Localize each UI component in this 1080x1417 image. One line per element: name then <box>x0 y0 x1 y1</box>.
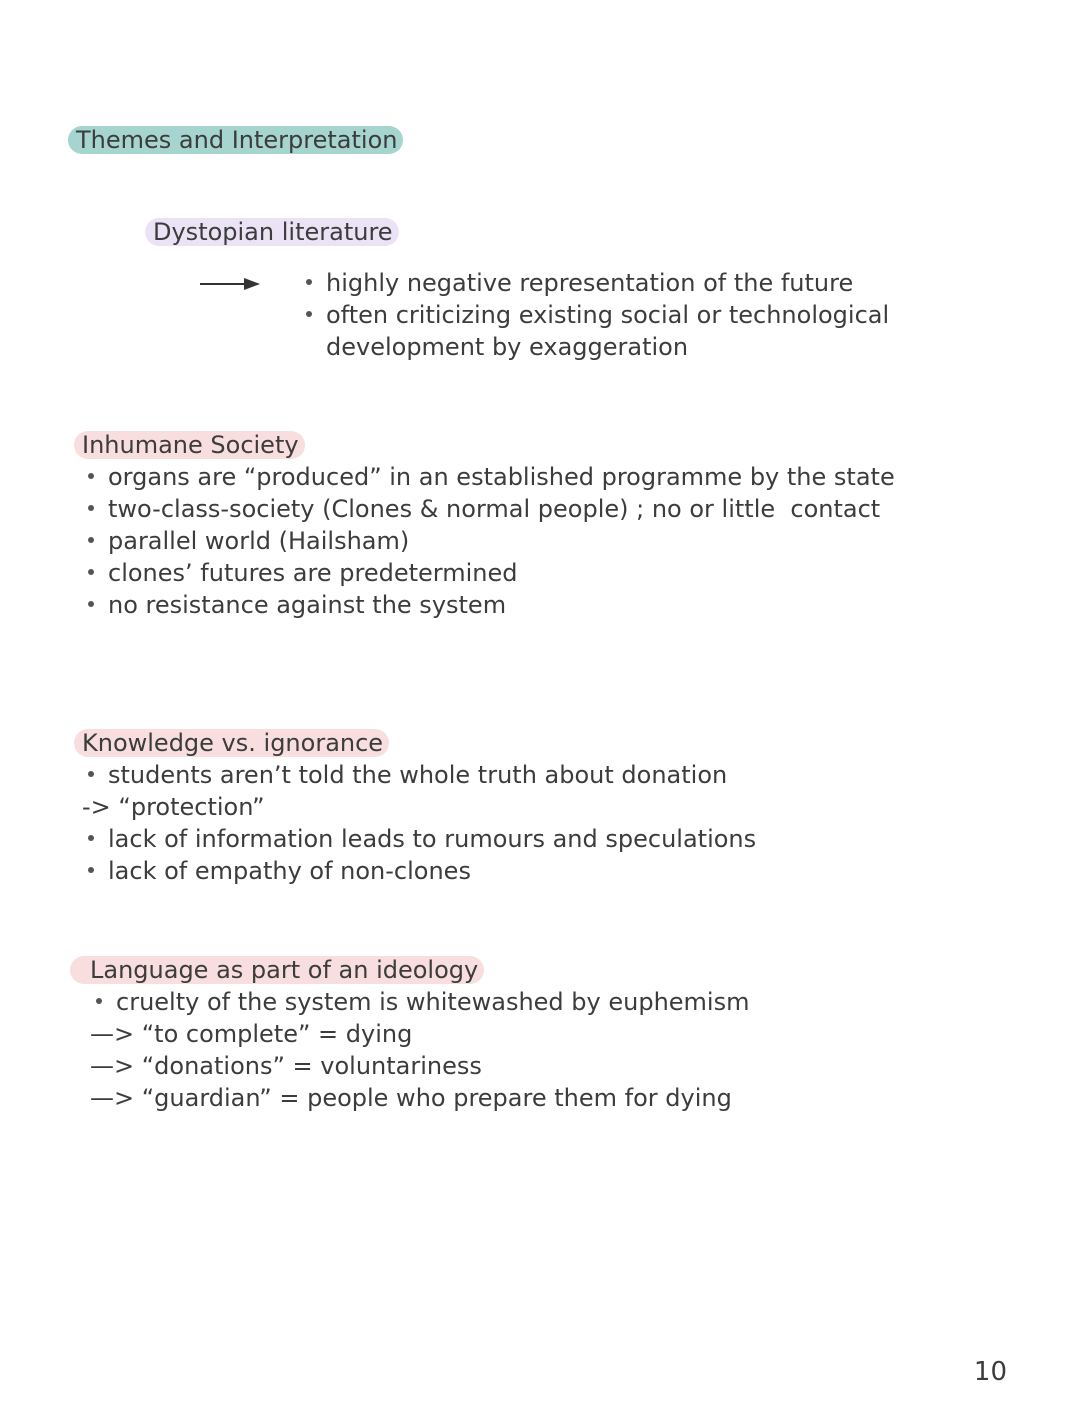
list-item: parallel world (Hailsham) <box>88 525 409 557</box>
section-heading-dystopian: Dystopian literature <box>145 218 399 246</box>
list-item: often criticizing existing social or technological <box>306 299 889 331</box>
list-item: cruelty of the system is whitewashed by euphemism <box>96 986 749 1018</box>
bullet-icon <box>306 279 312 285</box>
list-item: highly negative representation of the future <box>306 267 853 299</box>
list-item-continuation: development by exaggeration <box>326 333 689 361</box>
page-title: Themes and Interpretation <box>68 126 403 154</box>
bullet-icon <box>306 311 312 317</box>
section-heading-knowledge: Knowledge vs. ignorance <box>74 729 389 757</box>
arrow-note: -> “protection” <box>82 793 265 821</box>
arrow-note: —> “to complete” = dying <box>90 1020 413 1048</box>
bullet-icon <box>88 473 94 479</box>
arrow-note: —> “guardian” = people who prepare them for dying <box>90 1084 732 1112</box>
bullet-icon <box>88 601 94 607</box>
section-heading-language: Language as part of an ideology <box>70 956 484 984</box>
list-item: no resistance against the system <box>88 589 506 621</box>
list-item: two-class-society (Clones & normal people) ; no or little contact <box>88 493 880 525</box>
list-item: lack of empathy of non-clones <box>88 855 471 887</box>
page-number: 10 <box>973 1357 1007 1387</box>
bullet-icon <box>88 867 94 873</box>
bullet-icon <box>88 537 94 543</box>
bullet-icon <box>96 998 102 1004</box>
list-item: organs are “produced” in an established programme by the state <box>88 461 895 493</box>
list-item: lack of information leads to rumours and speculations <box>88 823 756 855</box>
right-arrow-icon <box>198 276 262 292</box>
bullet-icon <box>88 569 94 575</box>
bullet-icon <box>88 771 94 777</box>
list-item: students aren’t told the whole truth about donation <box>88 759 727 791</box>
bullet-icon <box>88 835 94 841</box>
bullet-icon <box>88 505 94 511</box>
list-item: clones’ futures are predetermined <box>88 557 517 589</box>
arrow-note: —> “donations” = voluntariness <box>90 1052 482 1080</box>
section-heading-inhumane: Inhumane Society <box>74 431 305 459</box>
